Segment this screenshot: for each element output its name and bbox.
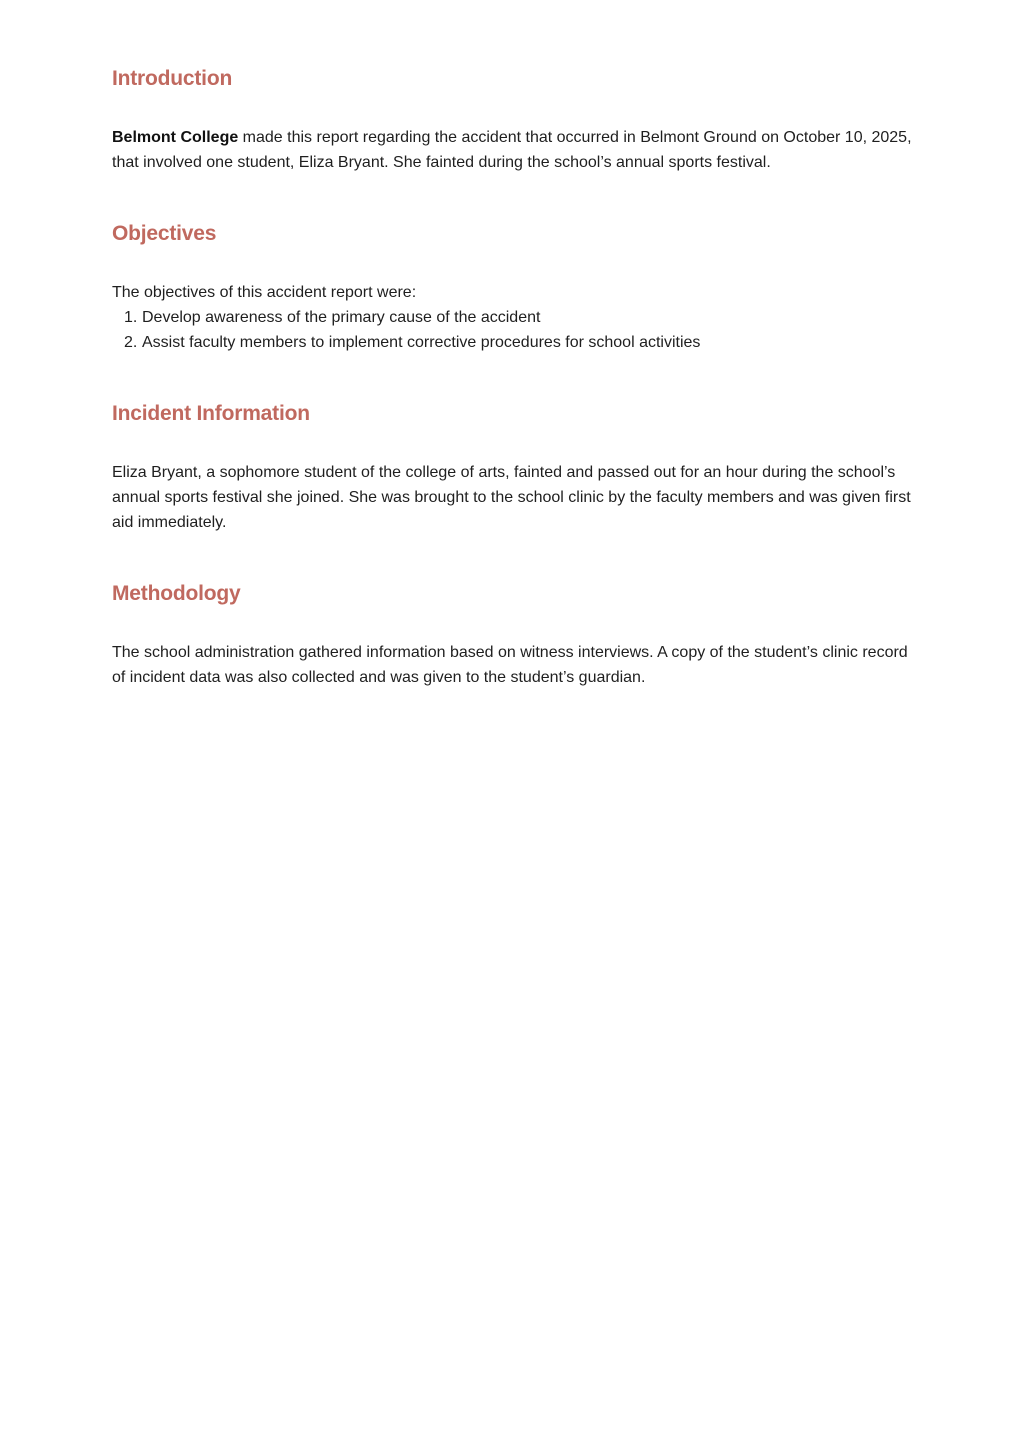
objectives-heading: Objectives [112, 222, 217, 245]
introduction-body: made this report regarding the accident that occurred in Belmont Ground on October 10, 2025, that involved one student, Eliza Bryant. She fainted during the school’s annual sports festival. [112, 129, 912, 171]
incident-information-paragraph: Eliza Bryant, a sophomore student of the college of arts, fainted and passed out for an hour during the school’s annual sports festival she joined. She was brought to the school clinic by the faculty members and was given first aid immediately. [112, 464, 911, 531]
organization-name: Belmont College [112, 129, 239, 146]
list-item-number: 2. [124, 334, 138, 351]
list-item [112, 330, 916, 355]
objectives-list [112, 305, 916, 355]
list-item-text: Assist faculty members to implement corrective procedures for school activities [142, 334, 701, 351]
list-item-number: 1. [124, 309, 138, 326]
introduction-heading: Introduction [112, 67, 233, 90]
methodology-heading: Methodology [112, 582, 241, 605]
list-item-text: Develop awareness of the primary cause of the accident [142, 309, 541, 326]
introduction-paragraph [112, 125, 916, 175]
methodology-paragraph: The school administration gathered information based on witness interviews. A copy of the student’s clinic record of incident data was also collected and was given to the student’s guardian. [112, 644, 908, 686]
objectives-lead: The objectives of this accident report were: [112, 284, 417, 301]
list-item [112, 305, 916, 330]
incident-information-heading: Incident Information [112, 402, 310, 425]
